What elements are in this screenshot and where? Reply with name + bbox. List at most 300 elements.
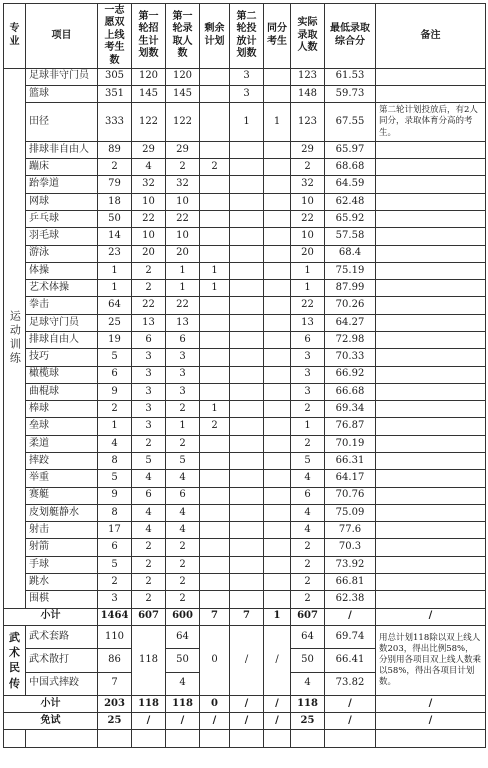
exempt-admit1: / — [166, 713, 200, 730]
cell-applicants: 9 — [98, 487, 132, 504]
table-row — [4, 262, 486, 279]
cell-note — [376, 211, 486, 228]
table-row — [4, 435, 486, 452]
cell-applicants: 86 — [98, 649, 132, 672]
cell-actual: 123 — [291, 103, 325, 142]
empty-cell — [166, 730, 200, 748]
cell-remain — [200, 228, 230, 245]
project-name: 皮划艇静水 — [26, 504, 98, 521]
cell-min-score: 66.81 — [325, 573, 376, 590]
project-name: 跳水 — [26, 573, 98, 590]
cell-actual: 3 — [291, 383, 325, 400]
table-row — [4, 211, 486, 228]
table-row — [4, 418, 486, 435]
cell-admit1: 122 — [166, 103, 200, 142]
cell-actual: 2 — [291, 401, 325, 418]
cell-tie — [264, 193, 291, 210]
cell-remain: 1 — [200, 280, 230, 297]
table-row — [4, 280, 486, 297]
cell-plan1-merged: 118 — [132, 625, 166, 695]
cell-min-score: 69.34 — [325, 401, 376, 418]
project-name: 羽毛球 — [26, 228, 98, 245]
project-name: 武术散打 — [26, 649, 98, 672]
subtotal-tie: 1 — [264, 608, 291, 625]
cell-admit1: 64 — [166, 625, 200, 648]
cell-applicants: 64 — [98, 297, 132, 314]
cell-tie — [264, 383, 291, 400]
project-name: 射击 — [26, 522, 98, 539]
cell-min-score: 65.97 — [325, 141, 376, 158]
cell-note — [376, 280, 486, 297]
cell-applicants: 305 — [98, 68, 132, 85]
empty-cell — [200, 730, 230, 748]
cell-tie — [264, 539, 291, 556]
project-name: 射箭 — [26, 539, 98, 556]
cell-plan1: 13 — [132, 314, 166, 331]
cell-min-score: 70.3 — [325, 539, 376, 556]
cell-plan2 — [230, 487, 264, 504]
header-plan2: 第二轮投放计划数 — [230, 4, 264, 69]
cell-remain — [200, 314, 230, 331]
header-project: 项目 — [26, 4, 98, 69]
cell-actual: 64 — [291, 625, 325, 648]
table-row — [4, 625, 486, 648]
cell-actual: 123 — [291, 68, 325, 85]
cell-tie — [264, 332, 291, 349]
cell-plan1: 3 — [132, 349, 166, 366]
cell-actual: 3 — [291, 349, 325, 366]
cell-note — [376, 159, 486, 176]
cell-admit1: 4 — [166, 522, 200, 539]
cell-tie — [264, 470, 291, 487]
cell-plan2 — [230, 522, 264, 539]
project-name: 举重 — [26, 470, 98, 487]
project-name: 田径 — [26, 103, 98, 142]
cell-plan2 — [230, 435, 264, 452]
subtotal-admit1: 118 — [166, 695, 200, 712]
project-name: 棒球 — [26, 401, 98, 418]
cell-tie — [264, 297, 291, 314]
cell-tie — [264, 314, 291, 331]
cell-plan2 — [230, 573, 264, 590]
cell-remain — [200, 556, 230, 573]
cell-remain: 2 — [200, 159, 230, 176]
subtotal-admit1: 600 — [166, 608, 200, 625]
empty-cell — [230, 730, 264, 748]
subtotal-plan1: 118 — [132, 695, 166, 712]
empty-cell — [376, 730, 486, 748]
cell-admit1: 29 — [166, 141, 200, 158]
cell-applicants: 351 — [98, 85, 132, 102]
cell-plan1: 5 — [132, 452, 166, 469]
cell-min-score: 57.58 — [325, 228, 376, 245]
cell-plan1: 2 — [132, 539, 166, 556]
cell-actual: 6 — [291, 487, 325, 504]
cell-min-score: 87.99 — [325, 280, 376, 297]
cell-plan2: 3 — [230, 85, 264, 102]
cell-plan2 — [230, 193, 264, 210]
cell-actual: 2 — [291, 435, 325, 452]
cell-admit1: 3 — [166, 349, 200, 366]
cell-note — [376, 539, 486, 556]
cell-plan2 — [230, 280, 264, 297]
exempt-applicants: 25 — [98, 713, 132, 730]
subtotal-plan2: / — [230, 695, 264, 712]
cell-plan2 — [230, 383, 264, 400]
header-min-score: 最低录取综合分 — [325, 4, 376, 69]
cell-admit1: 10 — [166, 193, 200, 210]
cell-actual: 3 — [291, 366, 325, 383]
cell-remain-merged: 0 — [200, 625, 230, 695]
cell-admit1: 1 — [166, 262, 200, 279]
cell-actual: 1 — [291, 418, 325, 435]
subtotal-tie: / — [264, 695, 291, 712]
cell-note — [376, 556, 486, 573]
cell-applicants: 6 — [98, 539, 132, 556]
cell-admit1: 2 — [166, 401, 200, 418]
cell-admit1: 145 — [166, 85, 200, 102]
cell-applicants: 18 — [98, 193, 132, 210]
cell-plan1: 3 — [132, 401, 166, 418]
cell-remain — [200, 504, 230, 521]
cell-plan2 — [230, 141, 264, 158]
cell-note — [376, 522, 486, 539]
cell-admit1: 10 — [166, 228, 200, 245]
cell-tie — [264, 522, 291, 539]
cell-applicants: 25 — [98, 314, 132, 331]
cell-min-score: 70.33 — [325, 349, 376, 366]
cell-actual: 2 — [291, 159, 325, 176]
cell-admit1: 3 — [166, 366, 200, 383]
subtotal-note: / — [376, 608, 486, 625]
cell-min-score: 64.27 — [325, 314, 376, 331]
cell-plan2 — [230, 504, 264, 521]
project-name: 排球自由人 — [26, 332, 98, 349]
cell-actual: 10 — [291, 228, 325, 245]
cell-plan1: 2 — [132, 556, 166, 573]
cell-plan2 — [230, 228, 264, 245]
project-name: 足球守门员 — [26, 314, 98, 331]
table-row — [4, 349, 486, 366]
project-name: 排球非自由人 — [26, 141, 98, 158]
cell-remain — [200, 85, 230, 102]
cell-note — [376, 262, 486, 279]
cell-admit1: 120 — [166, 68, 200, 85]
cell-plan1: 6 — [132, 332, 166, 349]
project-name: 技巧 — [26, 349, 98, 366]
cell-min-score: 72.98 — [325, 332, 376, 349]
cell-remain — [200, 68, 230, 85]
cell-min-score: 67.55 — [325, 103, 376, 142]
subtotal-applicants: 203 — [98, 695, 132, 712]
cell-tie — [264, 211, 291, 228]
exempt-note: / — [376, 713, 486, 730]
cell-note — [376, 470, 486, 487]
cell-actual: 2 — [291, 591, 325, 608]
project-name: 网球 — [26, 193, 98, 210]
table-row — [4, 228, 486, 245]
cell-tie — [264, 435, 291, 452]
cell-applicants: 8 — [98, 452, 132, 469]
cell-admit1: 2 — [166, 435, 200, 452]
cell-actual: 5 — [291, 452, 325, 469]
cell-plan1: 3 — [132, 418, 166, 435]
cell-applicants: 9 — [98, 383, 132, 400]
exempt-row — [4, 713, 486, 730]
empty-cell — [325, 730, 376, 748]
cell-plan2: 3 — [230, 68, 264, 85]
cell-note — [376, 68, 486, 85]
cell-remain — [200, 487, 230, 504]
cell-plan1: 3 — [132, 366, 166, 383]
cell-plan2 — [230, 418, 264, 435]
cell-note — [376, 228, 486, 245]
major-training: 运动训练 — [4, 68, 26, 608]
exempt-label: 免试 — [4, 713, 98, 730]
cell-plan2: 1 — [230, 103, 264, 142]
cell-plan1: 10 — [132, 193, 166, 210]
table-row — [4, 470, 486, 487]
cell-applicants: 3 — [98, 591, 132, 608]
cell-applicants: 50 — [98, 211, 132, 228]
table-row — [4, 103, 486, 142]
cell-applicants: 1 — [98, 418, 132, 435]
project-name: 跆拳道 — [26, 176, 98, 193]
cell-plan2 — [230, 591, 264, 608]
cell-plan1: 29 — [132, 141, 166, 158]
cell-min-score: 66.31 — [325, 452, 376, 469]
cell-plan1: 2 — [132, 280, 166, 297]
cell-tie — [264, 556, 291, 573]
cell-admit1: 22 — [166, 297, 200, 314]
cell-plan1: 10 — [132, 228, 166, 245]
cell-applicants: 5 — [98, 470, 132, 487]
cell-actual: 13 — [291, 314, 325, 331]
cell-remain: 2 — [200, 418, 230, 435]
cell-actual: 22 — [291, 211, 325, 228]
cell-note — [376, 435, 486, 452]
project-name: 足球非守门员 — [26, 68, 98, 85]
cell-remain — [200, 366, 230, 383]
exempt-min-score: / — [325, 713, 376, 730]
cell-plan1: 2 — [132, 435, 166, 452]
cell-actual: 1 — [291, 280, 325, 297]
cell-tie — [264, 487, 291, 504]
cell-tie-merged: / — [264, 625, 291, 695]
cell-plan1: 4 — [132, 159, 166, 176]
cell-remain — [200, 176, 230, 193]
cell-tie — [264, 245, 291, 262]
exempt-remain: / — [200, 713, 230, 730]
cell-remain — [200, 539, 230, 556]
cell-remain — [200, 193, 230, 210]
cell-remain — [200, 103, 230, 142]
cell-note — [376, 141, 486, 158]
empty-row — [4, 730, 486, 748]
table-row — [4, 452, 486, 469]
cell-actual: 22 — [291, 297, 325, 314]
cell-applicants: 17 — [98, 522, 132, 539]
subtotal-row-training — [4, 608, 486, 625]
cell-actual: 4 — [291, 504, 325, 521]
cell-tie — [264, 176, 291, 193]
cell-admit1: 2 — [166, 591, 200, 608]
cell-note — [376, 366, 486, 383]
subtotal-note: / — [376, 695, 486, 712]
cell-note — [376, 176, 486, 193]
table-row — [4, 487, 486, 504]
exempt-plan1: / — [132, 713, 166, 730]
cell-admit1: 2 — [166, 573, 200, 590]
cell-plan1: 22 — [132, 297, 166, 314]
cell-actual: 4 — [291, 470, 325, 487]
cell-admit1: 22 — [166, 211, 200, 228]
project-name: 柔道 — [26, 435, 98, 452]
exempt-tie: / — [264, 713, 291, 730]
cell-min-score: 69.74 — [325, 625, 376, 648]
cell-min-score: 68.4 — [325, 245, 376, 262]
cell-tie — [264, 452, 291, 469]
cell-plan2 — [230, 470, 264, 487]
cell-applicants: 23 — [98, 245, 132, 262]
cell-remain — [200, 332, 230, 349]
cell-note — [376, 245, 486, 262]
cell-min-score: 75.09 — [325, 504, 376, 521]
table-row — [4, 314, 486, 331]
cell-applicants: 79 — [98, 176, 132, 193]
project-name: 拳击 — [26, 297, 98, 314]
cell-plan1: 22 — [132, 211, 166, 228]
project-name: 中国式摔跤 — [26, 672, 98, 695]
cell-plan1: 2 — [132, 591, 166, 608]
cell-remain — [200, 522, 230, 539]
cell-min-score: 66.41 — [325, 649, 376, 672]
cell-actual: 6 — [291, 332, 325, 349]
exempt-actual: 25 — [291, 713, 325, 730]
subtotal-actual: 607 — [291, 608, 325, 625]
cell-admit1: 2 — [166, 539, 200, 556]
cell-remain — [200, 141, 230, 158]
cell-admit1: 13 — [166, 314, 200, 331]
cell-actual: 29 — [291, 141, 325, 158]
cell-actual: 2 — [291, 556, 325, 573]
cell-plan2 — [230, 366, 264, 383]
admission-table-container — [3, 3, 485, 748]
project-name: 垒球 — [26, 418, 98, 435]
subtotal-plan1: 607 — [132, 608, 166, 625]
cell-note — [376, 452, 486, 469]
cell-actual: 148 — [291, 85, 325, 102]
table-row — [4, 504, 486, 521]
cell-applicants: 5 — [98, 556, 132, 573]
subtotal-remain: 0 — [200, 695, 230, 712]
cell-tie — [264, 349, 291, 366]
subtotal-label: 小计 — [4, 608, 98, 625]
table-row — [4, 366, 486, 383]
cell-note — [376, 487, 486, 504]
table-row — [4, 193, 486, 210]
cell-admit1: 4 — [166, 470, 200, 487]
cell-actual: 2 — [291, 539, 325, 556]
subtotal-actual: 118 — [291, 695, 325, 712]
cell-applicants: 5 — [98, 349, 132, 366]
table-row — [4, 401, 486, 418]
cell-plan2 — [230, 314, 264, 331]
cell-applicants: 89 — [98, 141, 132, 158]
exempt-plan2: / — [230, 713, 264, 730]
cell-admit1: 4 — [166, 672, 200, 695]
cell-admit1: 1 — [166, 418, 200, 435]
cell-admit1: 4 — [166, 504, 200, 521]
table-row — [4, 245, 486, 262]
cell-tie — [264, 262, 291, 279]
project-name: 艺术体操 — [26, 280, 98, 297]
cell-plan1: 145 — [132, 85, 166, 102]
project-name: 游泳 — [26, 245, 98, 262]
empty-cell — [4, 730, 26, 748]
cell-note: 第二轮计划投放后，有2人同分，录取体育分高的考生。 — [376, 103, 486, 142]
cell-min-score: 70.19 — [325, 435, 376, 452]
project-name: 曲棍球 — [26, 383, 98, 400]
project-name: 摔跤 — [26, 452, 98, 469]
table-row — [4, 332, 486, 349]
project-name: 体操 — [26, 262, 98, 279]
cell-tie — [264, 228, 291, 245]
header-remain: 剩余计划 — [200, 4, 230, 69]
cell-note — [376, 193, 486, 210]
cell-remain — [200, 573, 230, 590]
cell-applicants: 2 — [98, 573, 132, 590]
cell-plan2-merged: / — [230, 625, 264, 695]
cell-plan1: 4 — [132, 522, 166, 539]
table-row — [4, 141, 486, 158]
cell-min-score: 59.73 — [325, 85, 376, 102]
admission-table — [3, 3, 486, 748]
cell-plan1: 20 — [132, 245, 166, 262]
cell-remain: 1 — [200, 401, 230, 418]
cell-applicants: 2 — [98, 159, 132, 176]
subtotal-plan2: 7 — [230, 608, 264, 625]
cell-note — [376, 297, 486, 314]
cell-plan1: 4 — [132, 470, 166, 487]
header-tie: 同分考生 — [264, 4, 291, 69]
cell-actual: 32 — [291, 176, 325, 193]
subtotal-remain: 7 — [200, 608, 230, 625]
cell-actual: 4 — [291, 522, 325, 539]
cell-plan1: 32 — [132, 176, 166, 193]
table-row — [4, 591, 486, 608]
cell-tie — [264, 159, 291, 176]
table-row — [4, 159, 486, 176]
table-row — [4, 573, 486, 590]
cell-admit1: 20 — [166, 245, 200, 262]
cell-applicants: 1 — [98, 262, 132, 279]
cell-plan1: 4 — [132, 504, 166, 521]
cell-min-score: 61.53 — [325, 68, 376, 85]
cell-min-score: 70.26 — [325, 297, 376, 314]
cell-applicants: 14 — [98, 228, 132, 245]
cell-tie — [264, 418, 291, 435]
cell-remain — [200, 435, 230, 452]
table-row — [4, 556, 486, 573]
cell-note — [376, 85, 486, 102]
empty-cell — [98, 730, 132, 748]
cell-plan1: 2 — [132, 262, 166, 279]
subtotal-row-wushu — [4, 695, 486, 712]
header-row — [4, 4, 486, 69]
cell-plan2 — [230, 452, 264, 469]
subtotal-min-score: / — [325, 608, 376, 625]
